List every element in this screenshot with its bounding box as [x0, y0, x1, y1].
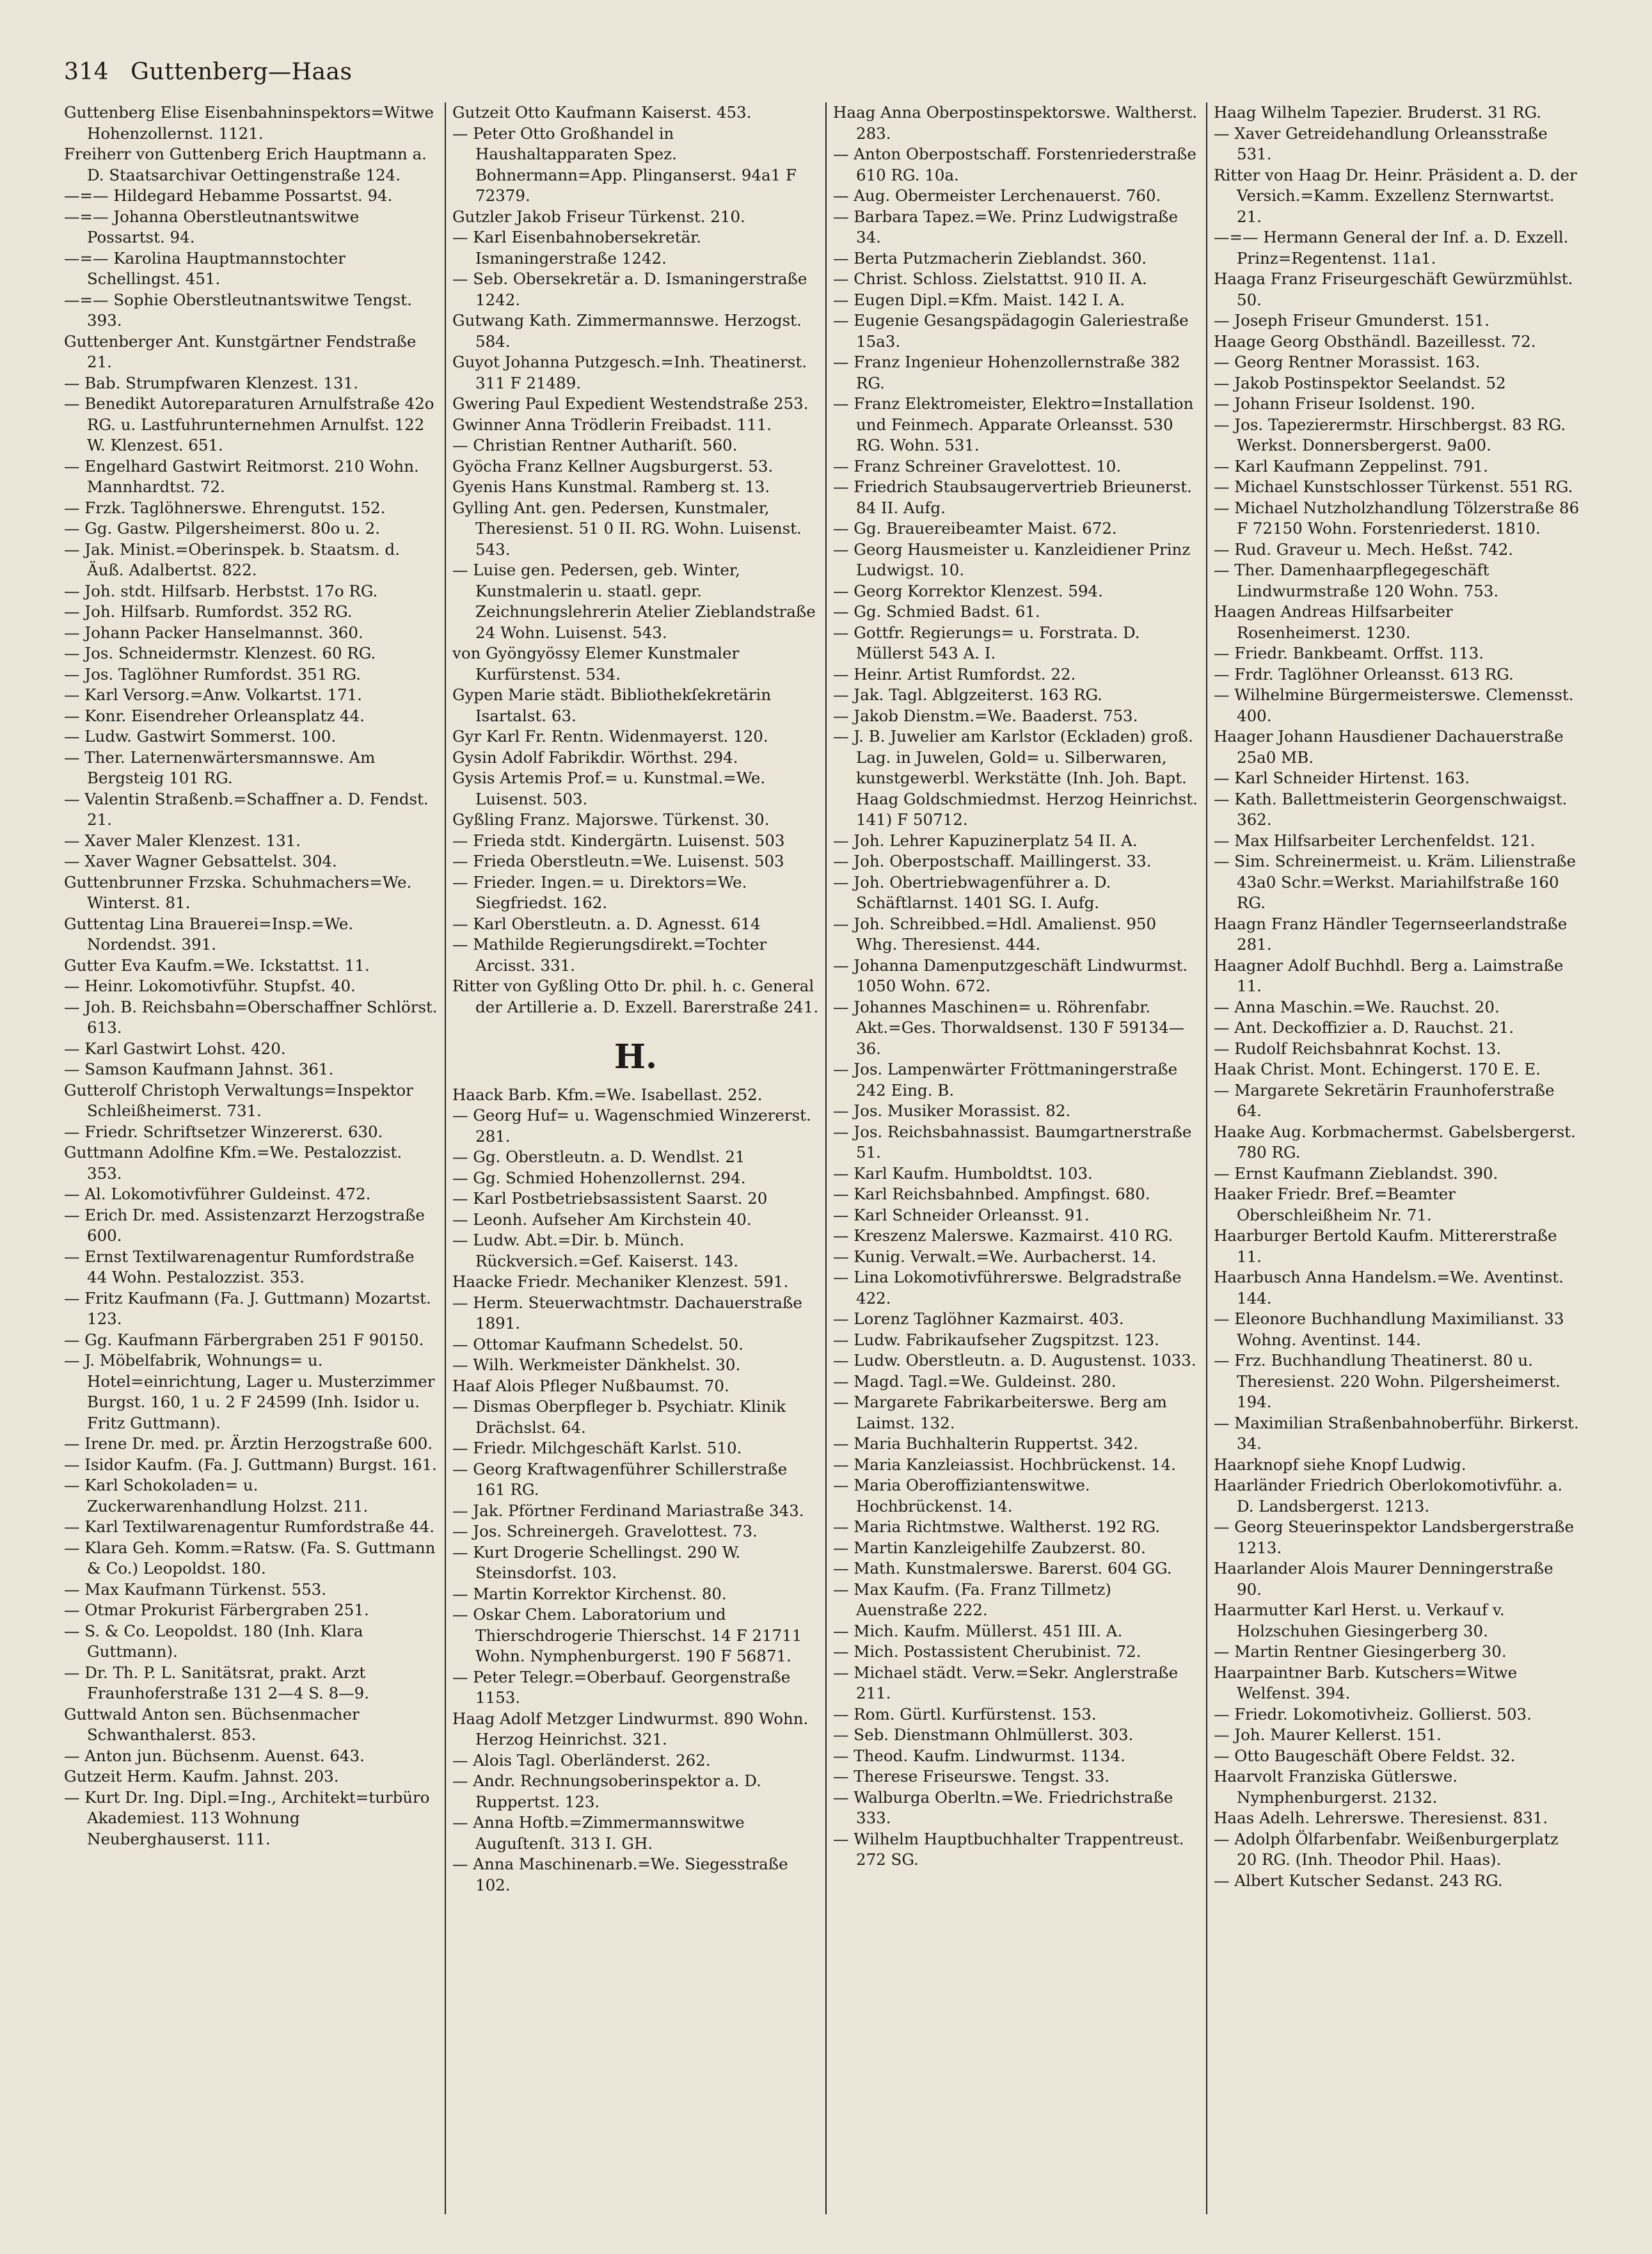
directory-entry: Gyöcha Franz Kellner Augsburgerst. 53. [452, 456, 774, 476]
directory-entry: — Frzk. Taglöhnerswe. Ehrengutst. 152. [64, 498, 386, 517]
directory-entry: — Lorenz Taglöhner Kazmairst. 403. [833, 1309, 1124, 1328]
directory-entry: — Friedr. Milchgeschäft Karlst. 510. [452, 1439, 742, 1457]
directory-entry: — Ludw. Fabrikaufseher Zugspitzst. 123. [833, 1330, 1159, 1349]
directory-entry: — Kurt Drogerie Schellingst. 290 W. Steinsdorfst. 103. [452, 1542, 741, 1582]
directory-entry: Guttenberger Ant. Kunstgärtner Fendstraße 21. [64, 332, 417, 371]
directory-entry: — Jos. Musiker Morassist. 82. [833, 1101, 1071, 1120]
directory-entry: — Frz. Buchhandlung Theatinerst. 80 u. Theresienst. 220 Wohn. Pilgersheimerst. 194. [1214, 1351, 1561, 1411]
directory-entry: — Aug. Obermeister Lerchenauerst. 760. [833, 186, 1161, 205]
directory-entry: — Anton jun. Büchsenm. Auenst. 643. [64, 1746, 365, 1765]
directory-entry: — Gg. Brauereibeamter Maist. 672. [833, 519, 1117, 538]
directory-entry: —=— Johanna Oberstleutnantswitwe Possartst. 94. [64, 207, 360, 246]
directory-entry: — Wilh. Werkmeister Dänkhelst. 30. [452, 1355, 741, 1374]
directory-entry: Gwering Paul Expedient Westendstraße 253. [452, 394, 809, 413]
directory-entry: — Valentin Straßenb.=Schaffner a. D. Fendst. 21. [64, 789, 429, 829]
column-1 [64, 102, 445, 2214]
directory-entry: Haak Christ. Mont. Echingerst. 170 E. E. [1214, 1060, 1541, 1078]
directory-entry: — Maria Buchhalterin Ruppertst. 342. [833, 1434, 1139, 1453]
directory-entry: — Jos. Taglöhner Rumfordst. 351 RG. [64, 664, 361, 683]
directory-entry: — Joh. Oberpostschaff. Maillingerst. 33. [833, 852, 1152, 870]
directory-entry: — Al. Lokomotivführer Guldeinst. 472. [64, 1185, 371, 1203]
directory-entry: Guttwald Anton sen. Büchsenmacher Schwanthalerst. 853. [64, 1704, 360, 1744]
directory-entry: — Joh. Maurer Kellerst. 151. [1214, 1725, 1442, 1744]
directory-entry: — Georg Rentner Morassist. 163. [1214, 353, 1481, 371]
directory-entry: — Irene Dr. med. pr. Ärztin Herzogstraße 600. [64, 1434, 433, 1453]
directory-entry: —=— Sophie Oberstleutnantswitwe Tengst. 393. [64, 290, 412, 330]
directory-entry: — S. & Co. Leopoldst. 180 (Inh. Klara Guttmann). [64, 1621, 363, 1661]
page-number: 314 [64, 59, 109, 85]
directory-entry: — Joh. Hilfsarb. Rumfordst. 352 RG. [64, 602, 353, 621]
directory-entry: — Franz Schreiner Gravelottest. 10. [833, 456, 1122, 476]
directory-entry: — Friedr. Schriftsetzer Winzererst. 630. [64, 1122, 383, 1141]
directory-entry: — Frieda stdt. Kindergärtn. Luisenst. 503 [452, 831, 785, 850]
directory-entry: Gutwang Kath. Zimmermannswe. Herzogst. 584. [452, 311, 802, 351]
directory-entry: — Therese Friseurswe. Tengst. 33. [833, 1767, 1110, 1786]
directory-entry: — Martin Rentner Giesingerberg 30. [1214, 1642, 1507, 1661]
directory-entry: — Gg. Kaufmann Färbergraben 251 F 90150. [64, 1330, 424, 1349]
directory-entry: — Jakob Postinspektor Seelandst. 52 [1214, 373, 1506, 392]
directory-entry: — Max Kaufmann Türkenst. 553. [64, 1579, 327, 1599]
directory-entry: — Seb. Obersekretär a. D. Ismaningerstraße 1242. [452, 269, 807, 309]
directory-entry: von Gyöngyössy Elemer Kunstmaler Kurfürstenst. 534. [452, 644, 740, 683]
directory-entry: — Erich Dr. med. Assistenzarzt Herzogstraße 600. [64, 1205, 425, 1245]
directory-entry: — Jos. Tapezierermstr. Hirschbergst. 83 RG. Werkst. Donnersbergerst. 9a00. [1214, 415, 1566, 454]
directory-entry: — Isidor Kaufm. (Fa. J. Guttmann) Burgst. 161. [64, 1455, 437, 1474]
directory-entry: — Rud. Graveur u. Mech. Heßst. 742. [1214, 540, 1514, 559]
directory-entry: — Oskar Chem. Laboratorium und Thierschdrogerie Thierschst. 14 F 21711 Wohn. Nymphenburgerst. 190 F 56871. [452, 1605, 802, 1665]
directory-entry: Haag Anna Oberpostinspektorswe. Waltherst. 283. [833, 103, 1198, 143]
directory-entry: — Fritz Kaufmann (Fa. J. Guttmann) Mozartst. 123. [64, 1288, 431, 1328]
directory-entry: — Eugen Dipl.=Kfm. Maist. 142 I. A. [833, 290, 1125, 309]
directory-entry: Haaga Franz Friseurgeschäft Gewürzmühlst. 50. [1214, 269, 1573, 309]
directory-entry: — Magd. Tagl.=We. Guldeinst. 280. [833, 1371, 1116, 1391]
directory-entry: Gwinner Anna Trödlerin Freibadst. 111. [452, 415, 772, 434]
directory-entry: Haake Aug. Korbmachermst. Gabelsbergerst. 780 RG. [1214, 1122, 1576, 1162]
directory-entry: Ritter von Haag Dr. Heinr. Präsident a. D. der Versich.=Kamm. Exzellenz Sternwartst. 21. [1214, 165, 1577, 226]
directory-entry: — Xaver Maler Klenzest. 131. [64, 831, 301, 850]
directory-entry: — Jos. Lampenwärter Fröttmaningerstraße 242 Eing. B. [833, 1060, 1178, 1099]
directory-entry: — Klara Geh. Komm.=Ratsw. (Fa. S. Guttmann & Co.) Leopoldst. 180. [64, 1538, 436, 1578]
directory-entry: — Theod. Kaufm. Lindwurmst. 1134. [833, 1746, 1125, 1765]
directory-entry: — Joh. B. Reichsbahn=Oberschaffner Schlörst. 613. [64, 997, 438, 1037]
directory-entry: — Karl Textilwarenagentur Rumfordstraße 44. [64, 1517, 435, 1536]
directory-entry: — Sim. Schreinermeist. u. Kräm. Lilienstraße 43a0 Schr.=Werkst. Mariahilfstraße 160 RG. [1214, 852, 1577, 912]
directory-entry: Gylling Ant. gen. Pedersen, Kunstmaler, Theresienst. 51 0 II. RG. Wohn. Luisenst. 543. [452, 498, 802, 559]
directory-entry: — Ernst Textilwarenagentur Rumfordstraße 44 Wohn. Pestalozzist. 353. [64, 1247, 415, 1286]
directory-entry: — Friedrich Staubsaugervertrieb Brieunerst. 84 II. Aufg. [833, 477, 1192, 517]
directory-entry: —=— Hermann General der Inf. a. D. Exzell. Prinz=Regentenst. 11a1. [1214, 228, 1569, 268]
directory-entry: — Karl Kaufmann Zeppelinst. 791. [1214, 456, 1488, 476]
directory-entry: — Johanna Damenputzgeschäft Lindwurmst. 1050 Wohn. 672. [833, 955, 1188, 995]
directory-entry: Gypen Marie städt. Bibliothekſekretärin Isartalst. 63. [452, 685, 772, 725]
directory-entry: — Georg Hausmeister u. Kanzleidiener Prinz Ludwigst. 10. [833, 540, 1191, 579]
directory-entry: — Mathilde Regierungsdirekt.=Tochter Arcisst. 331. [452, 935, 767, 975]
directory-entry: Gutterolf Christoph Verwaltungs=Inspektor Schleißheimerst. 731. [64, 1080, 413, 1120]
directory-entry: — Kurt Dr. Ing. Dipl.=Ing., Architekt=turbüro Akademiest. 113 Wohnung Neuberghauserst. 111. [64, 1787, 430, 1848]
directory-entry: — Ludw. Abt.=Dir. b. Münch. Rückversich.=Gef. Kaiserst. 143. [452, 1231, 738, 1270]
directory-entry: — Max Kaufm. (Fa. Franz Tillmetz) Auenstraße 222. [833, 1579, 1111, 1619]
running-title: Guttenberg—Haas [131, 59, 353, 85]
directory-entry: — Georg Huf= u. Wagenschmied Winzererst. 281. [452, 1106, 811, 1146]
directory-entry: — Joh. stdt. Hilfsarb. Herbstst. 17o RG. [64, 581, 378, 600]
directory-entry: — Ernst Kaufmann Zieblandst. 390. [1214, 1163, 1498, 1183]
directory-entry: — Georg Korrektor Klenzest. 594. [833, 581, 1103, 600]
directory-entry: Haarländer Friedrich Oberlokomotivführ. a. D. Landsbergerst. 1213. [1214, 1476, 1563, 1515]
directory-entry: — Karl Postbetriebsassistent Saarst. 20 [452, 1189, 768, 1208]
directory-entry: Haagn Franz Händler Tegernseerlandstraße 281. [1214, 914, 1568, 954]
directory-entry: — Karl Gastwirt Lohst. 420. [64, 1039, 286, 1058]
directory-entry: — Anna Maschinenarb.=We. Siegesstraße 102. [452, 1855, 788, 1894]
directory-entry: — Michael Kunstschlosser Türkenst. 551 RG. [1214, 477, 1573, 496]
directory-entry: Guyot Johanna Putzgesch.=Inh. Theatinerst. 311 F 21489. [452, 353, 807, 392]
directory-entry: — Jak. Pförtner Ferdinand Mariastraße 343. [452, 1501, 804, 1520]
directory-entry: — Engelhard Gastwirt Reitmorst. 210 Wohn. Mannhardtst. 72. [64, 456, 419, 496]
directory-entry: Haas Adelh. Lehrerswe. Theresienst. 831. [1214, 1809, 1548, 1827]
directory-entry: Haacke Friedr. Mechaniker Klenzest. 591. [452, 1272, 789, 1291]
directory-entry: — Maria Richtmstwe. Waltherst. 192 RG. [833, 1517, 1161, 1536]
directory-entry: — Xaver Getreidehandlung Orleansstraße 531. [1214, 124, 1548, 163]
directory-entry: Haage Georg Obsthändl. Bazeillesst. 72. [1214, 332, 1536, 351]
directory-entry: — Bab. Strumpfwaren Klenzest. 131. [64, 373, 358, 392]
directory-entry: Haarlander Alois Maurer Denningerstraße 90. [1214, 1559, 1553, 1599]
directory-entry: — Michael Nutzholzhandlung Tölzerstraße 86 F 72150 Wohn. Forstenriederst. 1810. [1214, 498, 1580, 538]
directory-entry: —=— Karolina Hauptmannstochter Schellingst. 451. [64, 248, 345, 288]
column-2 [445, 102, 825, 2214]
directory-entry: Haarvolt Franziska Gütlerswe. Nymphenburgerst. 2132. [1214, 1767, 1458, 1807]
directory-entry: — Alois Tagl. Oberländerst. 262. [452, 1750, 711, 1770]
directory-entry: — Kunig. Verwalt.=We. Aurbacherst. 14. [833, 1247, 1157, 1266]
directory-entry: — Jak. Tagl. Ablgzeiterst. 163 RG. [833, 685, 1102, 704]
directory-entry: — Maria Oberoffiziantenswitwe. Hochbrückenst. 14. [833, 1476, 1090, 1515]
directory-entry: — Heinr. Artist Rumfordst. 22. [833, 664, 1076, 683]
directory-entry: — Anna Maschin.=We. Rauchst. 20. [1214, 997, 1500, 1016]
directory-entry: — Barbara Tapez.=We. Prinz Ludwigstraße 34. [833, 207, 1179, 246]
directory-entry: — Wilhelmine Bürgermeisterswe. Clemensst. 400. [1214, 685, 1574, 725]
directory-entry: — Peter Otto Großhandel in Haushaltapparaten Spez. Bohnermann=App. Plinganserst. 94a1 F 72379. [452, 124, 797, 205]
directory-entry: Guttmann Adolfine Kfm.=We. Pestalozzist. 353. [64, 1143, 402, 1183]
directory-entry: — Karl Eisenbahnobersekretär. Ismaningerstraße 1242. [452, 228, 701, 268]
directory-entry: — Xaver Wagner Gebsattelst. 304. [64, 852, 337, 870]
directory-entry: — Otmar Prokurist Färbergraben 251. [64, 1601, 369, 1619]
directory-entry: — Seb. Dienstmann Ohlmüllerst. 303. [833, 1725, 1134, 1744]
directory-entry: — Karl Schneider Orleansst. 91. [833, 1205, 1090, 1224]
directory-entry: — Heinr. Lokomotivführ. Stupfst. 40. [64, 977, 356, 995]
directory-entry: — Samson Kaufmann Jahnst. 361. [64, 1060, 334, 1078]
directory-entry: — Mich. Kaufm. Müllerst. 451 III. A. [833, 1621, 1123, 1640]
directory-entry: — Christian Rentner Authariſt. 560. [452, 436, 738, 454]
directory-entry: — Georg Kraftwagenführer Schillerstraße 161 RG. [452, 1459, 788, 1499]
directory-entry: — J. B. Juwelier am Karlstor (Eckladen) groß. Lag. in Juwelen, Gold= u. Silberwaren, kunstgewerbl. Werkstätte (Inh. Joh. Bapt. Haag Goldschmiedmst. Herzog Heinrichst. 141) F 50712. [833, 727, 1198, 829]
directory-entry: — Margarete Fabrikarbeiterswe. Berg am Laimst. 132. [833, 1393, 1167, 1432]
directory-entry: — Martin Kanzleigehilfe Zaubzerst. 80. [833, 1538, 1146, 1557]
directory-entry: Haag Wilhelm Tapezier. Bruderst. 31 RG. [1214, 103, 1541, 122]
directory-entry: — Karl Oberstleutn. a. D. Agnesst. 614 [452, 914, 761, 933]
directory-entry: — Herm. Steuerwachtmstr. Dachauerstraße 1891. [452, 1293, 802, 1332]
directory-entry: — Karl Schokoladen= u. Zuckerwarenhandlung Holzst. 211. [64, 1476, 369, 1515]
directory-entry: — Karl Kaufm. Humboldtst. 103. [833, 1163, 1093, 1183]
directory-entry: — Frieda Oberstleutn.=We. Luisenst. 503 [452, 852, 784, 870]
directory-entry: — Joh. Obertriebwagenführer a. D. Schäftlarnst. 1401 SG. I. Aufg. [833, 872, 1111, 912]
directory-entry: — Maximilian Straßenbahnoberführ. Birkerst. 34. [1214, 1413, 1579, 1453]
column-4 [1206, 102, 1587, 2214]
directory-entry: — Gg. Oberstleutn. a. D. Wendlst. 21 [452, 1147, 745, 1166]
directory-entry: — Kath. Ballettmeisterin Georgenschwaigst. 362. [1214, 789, 1568, 829]
directory-entry: Gutzeit Herm. Kaufm. Jahnst. 203. [64, 1767, 339, 1786]
directory-entry: — Jak. Minist.=Oberinspek. b. Staatsm. d. Äuß. Adalbertst. 822. [64, 540, 400, 579]
directory-columns [64, 102, 1587, 2214]
directory-entry: — Friedr. Bankbeamt. Orffst. 113. [1214, 644, 1484, 662]
directory-entry: — Johann Friseur Isoldenst. 190. [1214, 394, 1475, 413]
directory-entry: — Karl Schneider Hirtenst. 163. [1214, 769, 1470, 787]
directory-entry: — Rudolf Reichsbahnrat Kochst. 13. [1214, 1039, 1502, 1058]
directory-entry: — Ludw. Oberstleutn. a. D. Augustenst. 1033. [833, 1351, 1196, 1370]
directory-entry: — Math. Kunstmalerswe. Barerst. 604 GG. [833, 1559, 1172, 1578]
directory-entry: — Walburga Oberltn.=We. Friedrichstraße 333. [833, 1787, 1173, 1827]
directory-entry: — Max Hilfsarbeiter Lerchenfeldst. 121. [1214, 831, 1536, 850]
directory-entry: — Ant. Deckoffizier a. D. Rauchst. 21. [1214, 1018, 1514, 1037]
directory-entry: — Ther. Damenhaarpflegegeschäft Lindwurmstraße 120 Wohn. 753. [1214, 561, 1499, 600]
directory-entry: — Joh. Schreibbed.=Hdl. Amalienst. 950 Whg. Theresienst. 444. [833, 914, 1157, 954]
directory-entry: — Rom. Gürtl. Kurfürstenst. 153. [833, 1704, 1097, 1723]
directory-entry: — Andr. Rechnungsoberinspektor a. D. Ruppertst. 123. [452, 1771, 761, 1811]
directory-entry: Haarpaintner Barb. Kutschers=Witwe Welfenst. 394. [1214, 1663, 1518, 1702]
directory-entry: — Jos. Schreinergeh. Gravelottest. 73. [452, 1522, 758, 1540]
directory-entry: — Dr. Th. P. L. Sanitätsrat, prakt. Arzt Fraunhoferstraße 131 2—4 S. 8—9. [64, 1663, 370, 1702]
directory-entry: — Konr. Eisendreher Orleansplatz 44. [64, 706, 365, 725]
directory-entry: Guttenberg Elise Eisenbahninspektors=Witwe Hohenzollernst. 1121. [64, 103, 434, 143]
directory-entry: — Peter Telegr.=Oberbauf. Georgenstraße 1153. [452, 1667, 791, 1707]
directory-entry: — J. Möbelfabrik, Wohnungs= u. Hotel=einrichtung, Lager u. Musterzimmer Burgst. 160, 1 u. 2 F 24599 (Inh. Isidor u. Fritz Guttmann). [64, 1351, 435, 1432]
directory-entry: Freiherr von Guttenberg Erich Hauptmann a. D. Staatsarchivar Oettingenstraße 124. [64, 145, 427, 184]
directory-entry: Haack Barb. Kfm.=We. Isabellast. 252. [452, 1085, 763, 1104]
directory-entry: — Leonh. Aufseher Am Kirchstein 40. [452, 1210, 752, 1229]
directory-entry: — Luise gen. Pedersen, geb. Winter, Kunstmalerin u. staatl. gepr. Zeichnungslehrerin Atelier Zieblandstraße 24 Wohn. Luisenst. 543. [452, 561, 816, 642]
directory-entry: Gutzeit Otto Kaufmann Kaiserst. 453. [452, 103, 752, 122]
directory-entry: — Ther. Laternenwärtersmannswe. Am Bergsteig 101 RG. [64, 747, 376, 787]
directory-entry: — Ottomar Kaufmann Schedelst. 50. [452, 1334, 743, 1354]
directory-entry: Haarknopf siehe Knopf Ludwig. [1214, 1455, 1466, 1474]
directory-entry: — Jakob Dienstm.=We. Baaderst. 753. [833, 706, 1138, 725]
page-header [64, 59, 1587, 91]
directory-entry: Guttenbrunner Frzska. Schuhmachers=We. Winterst. 81. [64, 872, 412, 912]
directory-entry: — Johann Packer Hanselmannst. 360. [64, 623, 363, 642]
directory-entry: — Anna Hoftb.=Zimmermannswitwe Auguſtenſt. 313 I. GH. [452, 1813, 745, 1853]
directory-entry: — Anton Oberpostschaff. Forstenriederstraße 610 RG. 10a. [833, 145, 1196, 184]
directory-entry: — Wilhelm Hauptbuchhalter Trappentreust. 272 SG. [833, 1829, 1184, 1869]
directory-entry: — Otto Baugeschäft Obere Feldst. 32. [1214, 1746, 1516, 1765]
directory-entry: — Johannes Maschinen= u. Röhrenfabr. Akt.=Ges. Thorwaldsenst. 130 F 59134—36. [833, 997, 1185, 1058]
directory-entry: — Jos. Reichsbahnassist. Baumgartnerstraße 51. [833, 1122, 1192, 1162]
directory-entry: Gysis Artemis Prof.= u. Kunstmal.=We. Luisenst. 503. [452, 769, 766, 808]
directory-entry: Haarbusch Anna Handelsm.=We. Aventinst. 144. [1214, 1268, 1564, 1307]
directory-entry: — Frieder. Ingen.= u. Direktors=We. Siegfriedst. 162. [452, 872, 747, 912]
directory-entry: — Eleonore Buchhandlung Maximilianst. 33 Wohng. Aventinst. 144. [1214, 1309, 1564, 1349]
directory-entry: — Albert Kutscher Sedanst. 243 RG. [1214, 1871, 1503, 1890]
section-letter: H. [614, 1037, 658, 1076]
directory-entry: — Jos. Schneidermstr. Klenzest. 60 RG. [64, 644, 376, 662]
directory-entry: — Ludw. Gastwirt Sommerst. 100. [64, 727, 337, 746]
directory-entry: Gyenis Hans Kunstmal. Ramberg st. 13. [452, 477, 770, 496]
directory-entry: — Adolph Ölfarbenfabr. Weißenburgerplatz 20 RG. (Inh. Theodor Phil. Haas). [1214, 1829, 1559, 1869]
directory-entry: Gyr Karl Fr. Rentn. Widenmayerst. 120. [452, 727, 768, 746]
directory-entry: — Karl Reichsbahnbed. Ampfingst. 680. [833, 1185, 1150, 1203]
directory-entry: — Kreszenz Malerswe. Kazmairst. 410 RG. [833, 1226, 1173, 1245]
directory-entry: — Berta Putzmacherin Zieblandst. 360. [833, 248, 1147, 268]
directory-entry: — Eugenie Gesangspädagogin Galeriestraße 15a3. [833, 311, 1189, 351]
directory-entry: Haager Johann Hausdiener Dachauerstraße 25a0 MB. [1214, 727, 1564, 767]
directory-entry: — Joh. Lehrer Kapuzinerplatz 54 II. A. [833, 831, 1138, 850]
directory-entry: — Franz Ingenieur Hohenzollernstraße 382 RG. [833, 353, 1180, 392]
directory-entry: — Margarete Sekretärin Fraunhoferstraße 64. [1214, 1080, 1555, 1120]
directory-entry: Haaf Alois Pfleger Nußbaumst. 70. [452, 1376, 729, 1395]
directory-entry: Haagen Andreas Hilfsarbeiter Rosenheimerst. 1230. [1214, 602, 1453, 642]
directory-entry: — Michael städt. Verw.=Sekr. Anglerstraße 211. [833, 1663, 1179, 1702]
column-3 [825, 102, 1206, 2214]
directory-entry: — Franz Elektromeister, Elektro=Installation und Feinmech. Apparate Orleansst. 530 RG. Wohn. 531. [833, 394, 1194, 454]
directory-entry: Haaker Friedr. Bref.=Beamter Oberschleißheim Nr. 71. [1214, 1185, 1456, 1224]
directory-entry: — Christ. Schloss. Zielstattst. 910 II. A. [833, 269, 1147, 288]
directory-entry: — Dismas Oberpfleger b. Psychiatr. Klinik Drächslst. 64. [452, 1397, 786, 1437]
directory-entry: — Gg. Schmied Badst. 61. [833, 602, 1040, 621]
directory-entry: — Lina Lokomotivführerswe. Belgradstraße 422. [833, 1268, 1182, 1307]
directory-entry: — Benedikt Autoreparaturen Arnulfstraße 42o RG. u. Lastfuhrunternehmen Arnulfst. 122 W. Klenzest. 651. [64, 394, 434, 454]
directory-entry: Haag Adolf Metzger Lindwurmst. 890 Wohn. Herzog Heinrichst. 321. [452, 1709, 809, 1748]
directory-entry: Haarmutter Karl Herst. u. Verkauf v. Holzschuhen Giesingerberg 30. [1214, 1601, 1505, 1640]
directory-entry: —=— Hildegard Hebamme Possartst. 94. [64, 186, 393, 205]
directory-entry: Gutter Eva Kaufm.=We. Ickstattst. 11. [64, 955, 370, 975]
directory-entry: — Martin Korrektor Kirchenst. 80. [452, 1584, 727, 1603]
directory-entry: — Frdr. Taglöhner Orleansst. 613 RG. [1214, 664, 1514, 683]
directory-entry: — Friedr. Lokomotivheiz. Gollierst. 503. [1214, 1704, 1532, 1723]
directory-entry: — Mich. Postassistent Cherubinist. 72. [833, 1642, 1141, 1661]
directory-entry: — Gg. Gastw. Pilgersheimerst. 80o u. 2. [64, 519, 380, 538]
directory-entry: Gutzler Jakob Friseur Türkenst. 210. [452, 207, 745, 226]
directory-entry: Gysin Adolf Fabrikdir. Wörthst. 294. [452, 747, 738, 767]
directory-entry: — Karl Versorg.=Anw. Volkartst. 171. [64, 685, 362, 704]
directory-entry: — Gottfr. Regierungs= u. Forstrata. D. Müllerst 543 A. I. [833, 623, 1140, 662]
directory-entry: Haarburger Bertold Kaufm. Mittererstraße 11. [1214, 1226, 1557, 1266]
directory-entry: — Joseph Friseur Gmunderst. 151. [1214, 311, 1489, 330]
directory-entry: Guttentag Lina Brauerei=Insp.=We. Nordendst. 391. [64, 914, 354, 954]
directory-entry: Haagner Adolf Buchhdl. Berg a. Laimstraße 11. [1214, 955, 1564, 995]
directory-entry: Ritter von Gyßling Otto Dr. phil. h. c. General der Artillerie a. D. Exzell. Barerstraße 241. [452, 977, 819, 1016]
directory-entry: — Georg Steuerinspektor Landsbergerstraße 1213. [1214, 1517, 1575, 1557]
directory-entry: Gyßling Franz. Majorswe. Türkenst. 30. [452, 810, 770, 829]
directory-entry: — Maria Kanzleiassist. Hochbrückenst. 14. [833, 1455, 1176, 1474]
directory-entry: — Gg. Schmied Hohenzollernst. 294. [452, 1168, 746, 1187]
